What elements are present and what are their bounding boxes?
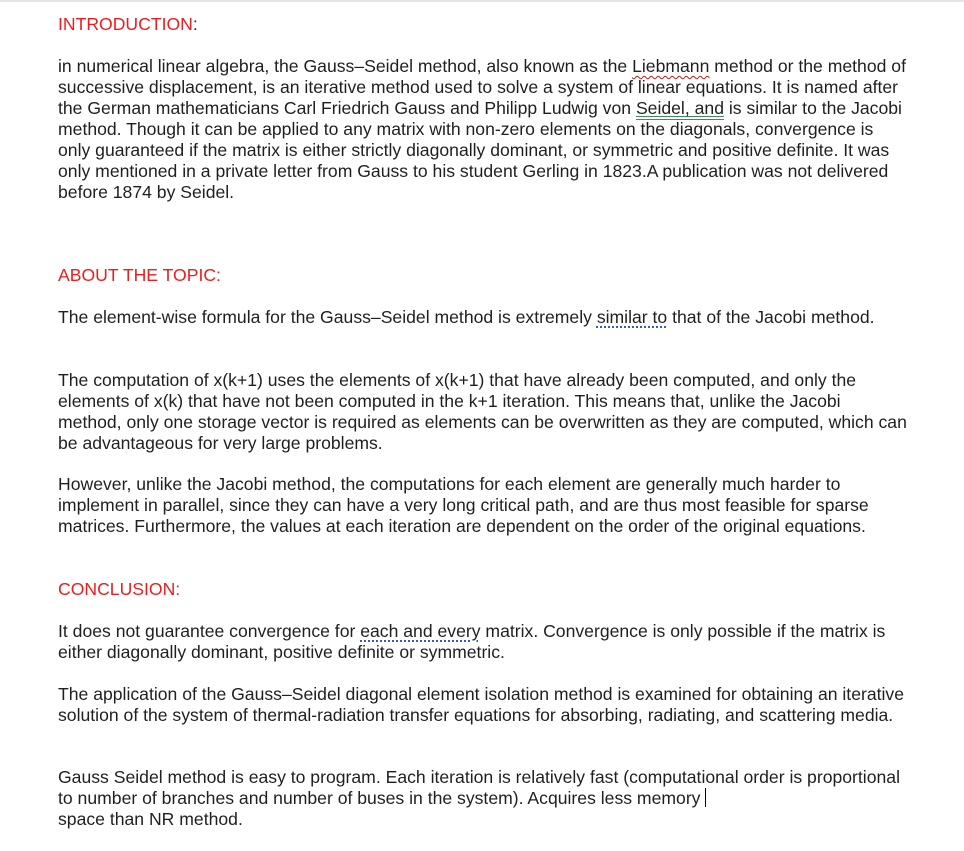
about-paragraph-3: However, unlike the Jacobi method, the computations for each element are generally much harder to implement in parallel, since they can have a very long critical path, and are thus most feasible for sparse matrices. Furthermore, the values at each iteration are dependent on the order of the original equations. (58, 474, 869, 536)
text-cursor (705, 788, 706, 807)
conclusion-heading: CONCLUSION: (58, 579, 181, 599)
style-flag-similar-to[interactable]: similar to (596, 307, 668, 327)
conclusion-paragraph-1: It does not guarantee convergence for each and every matrix. Convergence is only possible if the matrix is either diagonally dominant, positive definite or symmetric. (58, 621, 886, 662)
style-flag-each-and-every[interactable]: each and every (360, 621, 481, 641)
spelling-flag-liebmann[interactable]: Liebmann (632, 56, 710, 76)
about-topic-heading: ABOUT THE TOPIC: (58, 265, 221, 285)
introduction-heading: INTRODUCTION: (58, 14, 198, 34)
about-paragraph-1: The element-wise formula for the Gauss–Seidel method is extremely similar to that of the Jacobi method. (58, 307, 875, 327)
conclusion-paragraph-3: Gauss Seidel method is easy to program. Each iteration is relatively fast (computational order is proportional to number of branches and number of buses in the system). Acquires less memory space than NR method. (58, 767, 900, 829)
conclusion-paragraph-2: The application of the Gauss–Seidel diagonal element isolation method is examined for obtaining an iterative solution of the system of thermal-radiation transfer equations for absorbing, radiating, and scattering media. (58, 684, 905, 725)
top-border (0, 0, 964, 2)
introduction-paragraph: in numerical linear algebra, the Gauss–Seidel method, also known as the Liebmann method or the method of successive displacement, is an iterative method used to solve a system of linear equations. It is named after the German mathematicians Carl Friedrich Gauss and Philipp Ludwig von Seidel, and is similar to the Jacobi method. Though it can be applied to any matrix with non-zero elements on the diagonals, convergence is only guaranteed if the matrix is either strictly diagonally dominant, or symmetric and positive definite. It was only mentioned in a private letter from Gauss to his student Gerling in 1823.A publication was not delivered before 1874 by Seidel. (58, 56, 906, 202)
grammar-flag-seidel-and[interactable]: Seidel, and (635, 98, 724, 118)
about-paragraph-2: The computation of x(k+1) uses the elements of x(k+1) that have already been computed, and only the elements of x(k) that have not been computed in the k+1 iteration. This means that, unlike the Jacobi method, only one storage vector is required as elements can be overwritten as they are computed, which can be advantageous for very large problems. (58, 370, 907, 453)
